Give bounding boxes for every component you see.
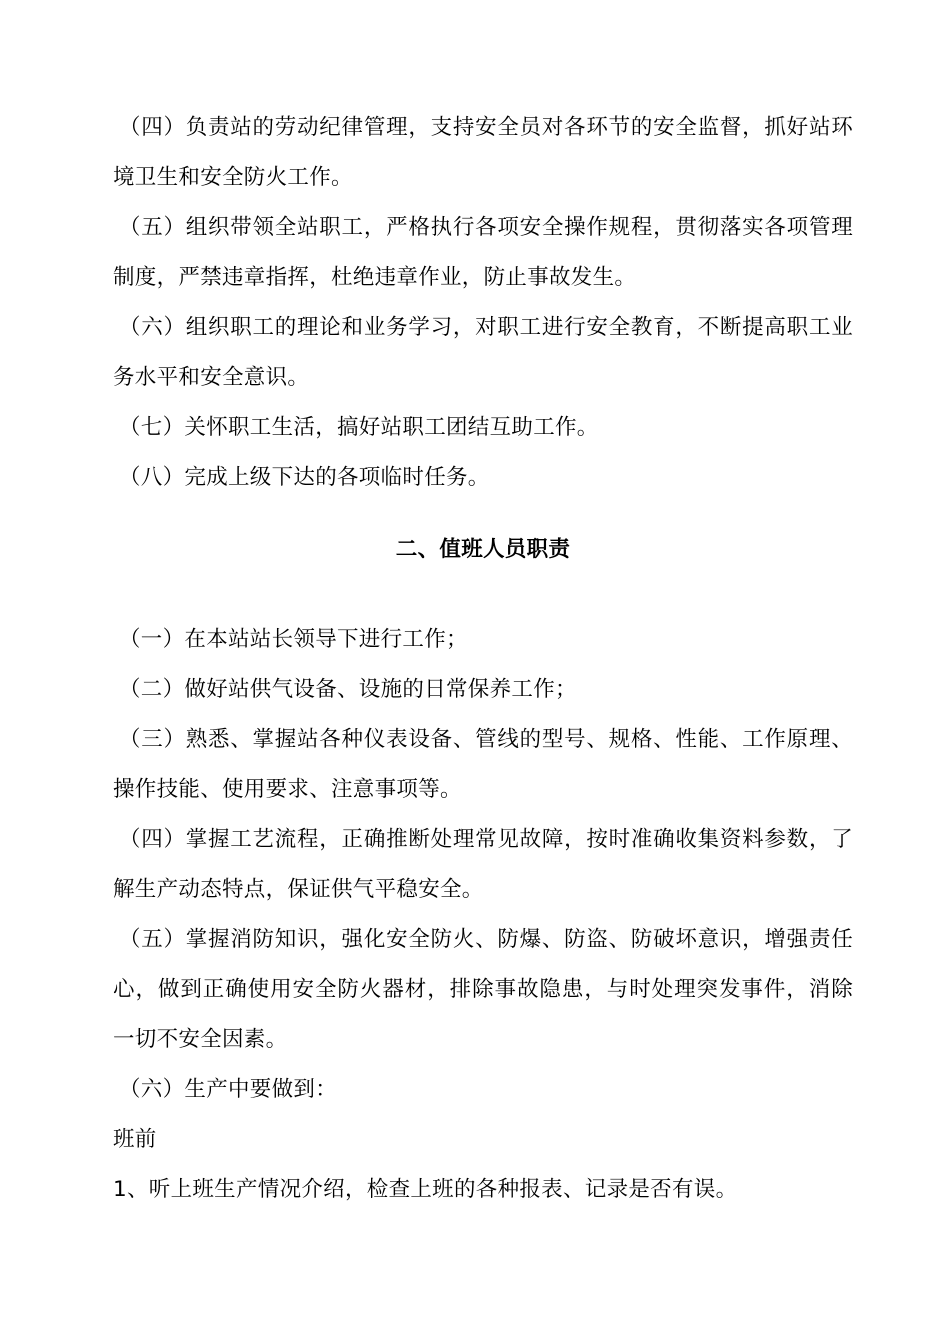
paragraph-duty-6: （六）组织职工的理论和业务学习，对职工进行安全教育，不断提高职工业务水平和安全意识。 <box>113 315 853 390</box>
numbered-item-1: 1、听上班生产情况介绍，检查上班的各种报表、记录是否有误。 <box>113 1177 738 1202</box>
paragraph-shift-duty-6: （六）生产中要做到： <box>119 1077 338 1102</box>
paragraph-duty-4: （四）负责站的劳动纪律管理，支持安全员对各环节的安全监督，抓好站环境卫生和安全防火工作。 <box>113 115 853 190</box>
paragraph-shift-duty-4: （四）掌握工艺流程，正确推断处理常见故障，按时准确收集资料参数，了解生产动态特点，保证供气平稳安全。 <box>113 827 853 902</box>
paragraph-shift-duty-2: （二）做好站供气设备、设施的日常保养工作； <box>119 677 577 702</box>
paragraph-duty-8: （八）完成上级下达的各项临时任务。 <box>119 465 490 490</box>
paragraph-shift-duty-1: （一）在本站站长领导下进行工作； <box>119 627 468 652</box>
document-body <box>113 103 853 1215</box>
paragraph-shift-duty-5: （五）掌握消防知识，强化安全防火、防爆、防盗、防破坏意识，增强责任心，做到正确使用安全防火器材，排除事故隐患，与时处理突发事件，消除一切不安全因素。 <box>113 927 853 1052</box>
paragraph-duty-5: （五）组织带领全站职工，严格执行各项安全操作规程，贯彻落实各项管理制度，严禁违章指挥，杜绝违章作业，防止事故发生。 <box>113 215 853 290</box>
paragraph-duty-7: （七）关怀职工生活，搞好站职工团结互助工作。 <box>119 415 599 440</box>
subheading-before-shift: 班前 <box>113 1127 157 1152</box>
section-heading: 二、值班人员职责 <box>395 537 571 562</box>
paragraph-shift-duty-3: （三）熟悉、掌握站各种仪表设备、管线的型号、规格、性能、工作原理、操作技能、使用要求、注意事项等。 <box>113 727 853 802</box>
